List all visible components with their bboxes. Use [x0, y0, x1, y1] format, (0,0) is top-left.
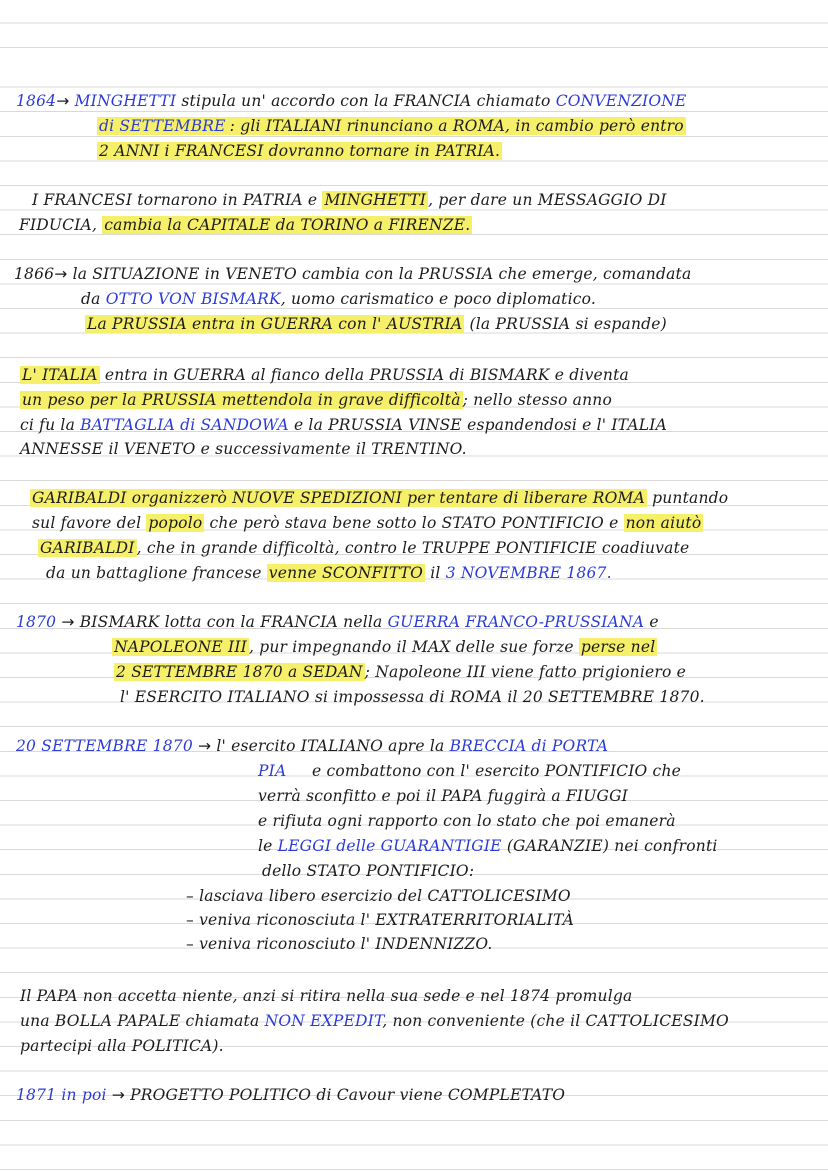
text: e rifiuta ogni rapporto con lo stato che poi emanerà — [258, 812, 676, 830]
highlight: perse nel — [580, 638, 656, 656]
text: (la PRUSSIA si espande) — [469, 315, 667, 333]
highlight: : gli ITALIANI rinunciano a ROMA, in cambio però entro — [229, 117, 684, 135]
highlight: un peso per la PRUSSIA mettendola in grave difficoltà — [22, 391, 461, 409]
s2-line-1 — [32, 188, 667, 212]
term-breccia: BRECCIA di PORTA — [449, 737, 609, 755]
dash-icon: – — [186, 887, 194, 905]
s3-line-2 — [81, 287, 596, 311]
term-pia: PIA — [258, 762, 287, 780]
arrow-icon: → — [56, 92, 70, 110]
text: Il PAPA non accetta niente, anzi si ritira nella sua sede e nel 1874 promulga — [20, 987, 633, 1005]
s1-line-3 — [97, 139, 502, 163]
text: da — [81, 290, 101, 308]
highlight: MINGHETTI — [324, 191, 427, 209]
s3-line-1 — [14, 262, 691, 286]
bullet-text: lasciava libero esercizio del CATTOLICESIMO — [199, 887, 571, 905]
s7-line-3 — [258, 784, 628, 808]
s6-line-1 — [16, 610, 659, 634]
text: , uomo carismatico e poco diplomatico. — [280, 290, 597, 308]
text: FIDUCIA, — [19, 216, 98, 234]
term-guerra-franco-prussiana: GUERRA FRANCO-PRUSSIANA — [387, 613, 645, 631]
highlight: 2 ANNI i FRANCESI dovranno tornare in PATRIA. — [99, 142, 501, 160]
s7-line-2 — [258, 759, 681, 783]
name-battaglia: BATTAGLIA di SANDOWA — [80, 416, 289, 434]
s9-line-1 — [16, 1083, 565, 1107]
date-1866: 1866 — [14, 265, 55, 283]
s7-line-6 — [262, 859, 474, 883]
text: puntando — [652, 489, 729, 507]
highlight: GARIBALDI organizzerò NUOVE SPEDIZIONI per tentare di liberare ROMA — [32, 489, 645, 507]
s5-line-1 — [30, 486, 728, 510]
text: da un battaglione francese — [46, 564, 262, 582]
text: che però stava bene sotto lo STATO PONTIFICIO e — [209, 514, 619, 532]
s4-line-1 — [20, 363, 629, 387]
highlight: La PRUSSIA entra in GUERRA con l' AUSTRIA — [87, 315, 463, 333]
s5-line-4 — [46, 561, 612, 585]
arrow-icon: → — [61, 613, 75, 631]
text: verrà sconfitto e poi il PAPA fuggirà a FIUGGI — [258, 787, 628, 805]
text: una BOLLA PAPALE chiamata — [20, 1012, 260, 1030]
highlight: NAPOLEONE III — [114, 638, 247, 656]
text: sul favore del — [32, 514, 142, 532]
s8-line-1 — [20, 984, 632, 1008]
s4-line-4 — [20, 437, 467, 461]
text: ; Napoleone III viene fatto prigioniero e — [364, 663, 687, 681]
s6-line-2 — [112, 635, 657, 659]
text: I FRANCESI tornarono in PATRIA e — [32, 191, 318, 209]
bullet-text: veniva riconosciuto l' INDENNIZZO. — [199, 935, 493, 953]
bullet-item — [186, 932, 493, 956]
text: PROGETTO POLITICO di Cavour viene COMPLETATO — [130, 1086, 566, 1104]
text: l' esercito ITALIANO apre la — [216, 737, 445, 755]
s8-line-2 — [20, 1009, 729, 1033]
s5-line-3 — [38, 536, 689, 560]
s7-line-4 — [258, 809, 676, 833]
text: entra in GUERRA al fianco della PRUSSIA di BISMARK e diventa — [104, 366, 629, 384]
highlight: 2 SETTEMBRE 1870 a SEDAN — [116, 663, 363, 681]
text: ; nello stesso anno — [462, 391, 612, 409]
text: ci fu la — [20, 416, 76, 434]
s7-line-1 — [16, 734, 608, 758]
highlight: L' ITALIA — [22, 366, 98, 384]
text: e la PRUSSIA VINSE espandendosi e l' ITALIA — [293, 416, 667, 434]
s4-line-3 — [20, 413, 667, 437]
bullet-item — [186, 884, 571, 908]
s1-line-2 — [97, 114, 686, 138]
arrow-icon: → — [111, 1086, 125, 1104]
s6-line-3 — [114, 660, 686, 684]
text: partecipi alla POLITICA). — [20, 1037, 224, 1055]
arrow-icon: → — [198, 737, 212, 755]
text: , che in grande difficoltà, contro le TRUPPE PONTIFICIE coadiuvate — [136, 539, 690, 557]
s1-line-1 — [16, 89, 687, 113]
text: l' ESERCITO ITALIANO si impossessa di ROMA il 20 SETTEMBRE 1870. — [120, 688, 705, 706]
bullet-text: veniva riconosciuta l' EXTRATERRITORIALITÀ — [199, 911, 575, 929]
arrow-icon: → — [54, 265, 68, 283]
text: e combattono con l' esercito PONTIFICIO che — [312, 762, 681, 780]
text: , pur impegnando il MAX delle sue forze — [248, 638, 574, 656]
s6-line-4 — [120, 685, 705, 709]
text: dello STATO PONTIFICIO: — [262, 862, 475, 880]
s8-line-3 — [20, 1034, 224, 1058]
text: (GARANZIE) nei confronti — [506, 837, 718, 855]
dash-icon: – — [186, 911, 194, 929]
name-bismark: OTTO VON BISMARK — [105, 290, 281, 308]
highlight: venne SCONFITTO — [268, 564, 424, 582]
s5-line-2 — [32, 511, 703, 535]
text: le — [258, 837, 273, 855]
date-1870: 1870 — [16, 613, 57, 631]
date-20-settembre: 20 SETTEMBRE 1870 — [16, 737, 193, 755]
s7-line-5 — [258, 834, 718, 858]
bullet-item — [186, 908, 574, 932]
text: , non conveniente (che il CATTOLICESIMO — [382, 1012, 729, 1030]
highlight: cambia la CAPITALE da TORINO a FIRENZE. — [104, 216, 471, 234]
term-convenzione: CONVENZIONE — [555, 92, 687, 110]
s3-line-3 — [85, 312, 667, 336]
highlight: GARIBALDI — [40, 539, 135, 557]
s2-line-2 — [19, 213, 472, 237]
highlight: non aiutò — [625, 514, 702, 532]
date-1864: 1864 — [16, 92, 57, 110]
term-settembre: di SETTEMBRE — [99, 117, 226, 135]
highlight: popolo — [148, 514, 203, 532]
text: stipula un' accordo con la FRANCIA chiamato — [181, 92, 551, 110]
term-leggi-guarantigie: LEGGI delle GUARANTIGIE — [277, 837, 502, 855]
date-1871: 1871 in poi — [16, 1086, 107, 1104]
text: BISMARK lotta con la FRANCIA nella — [79, 613, 383, 631]
text: ANNESSE il VENETO e successivamente il TRENTINO. — [20, 440, 467, 458]
text: , per dare un MESSAGGIO DI — [428, 191, 667, 209]
s4-line-2 — [20, 388, 612, 412]
date-1867: 3 NOVEMBRE 1867. — [445, 564, 612, 582]
text: il — [430, 564, 441, 582]
text: la SITUAZIONE in VENETO cambia con la PRUSSIA che emerge, comandata — [72, 265, 692, 283]
dash-icon: – — [186, 935, 194, 953]
term-non-expedit: NON EXPEDIT — [264, 1012, 383, 1030]
text: e — [649, 613, 659, 631]
name-minghetti: MINGHETTI — [74, 92, 177, 110]
